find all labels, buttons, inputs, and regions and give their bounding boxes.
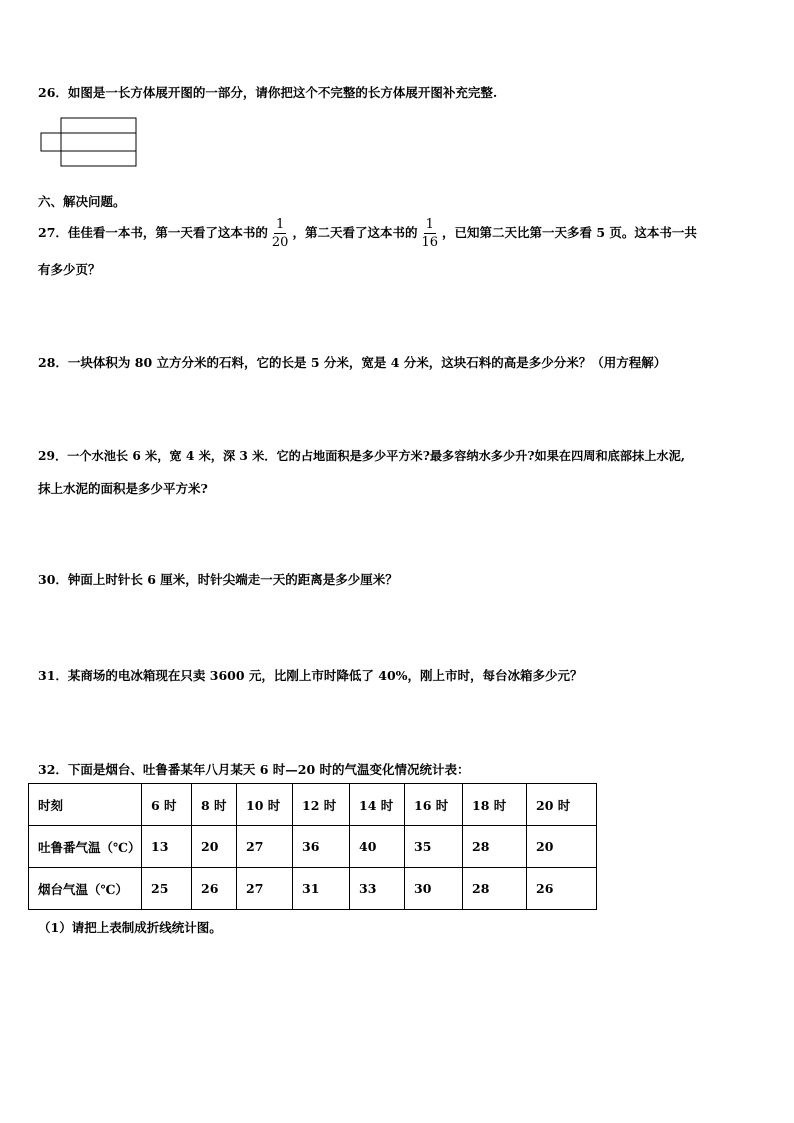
table-cell: 25 (142, 868, 192, 910)
table-cell: 33 (350, 868, 405, 910)
table-cell: 28 (463, 826, 527, 868)
table-cell: 40 (350, 826, 405, 868)
table-cell: 时刻 (29, 784, 142, 826)
table-cell: 26 (192, 868, 237, 910)
table-cell: 20 (527, 826, 597, 868)
question-31: 31．某商场的电冰箱现在只卖 3600 元，比刚上市时降低了 40%，刚上市时，每台冰箱多少元？ (38, 668, 583, 683)
table-cell: 16 时 (405, 784, 463, 826)
table-cell: 18 时 (463, 784, 527, 826)
table-cell: 烟台气温（℃） (29, 868, 142, 910)
table-cell: 8 时 (192, 784, 237, 826)
temperature-table (28, 783, 597, 910)
table-cell: 吐鲁番气温（℃） (29, 826, 142, 868)
table-row-turpan (29, 826, 597, 868)
question-27-line2: 有多少页？ (38, 262, 101, 277)
question-27-part1: 27．佳佳看一本书，第一天看了这本书的 (38, 225, 268, 240)
fraction-1-16 (419, 218, 440, 249)
question-26: 26．如图是一长方体展开图的一部分，请你把这个不完整的长方体展开图补充完整. (38, 85, 498, 100)
table-cell: 36 (293, 826, 350, 868)
table-row-yantai (29, 868, 597, 910)
table-cell: 31 (293, 868, 350, 910)
question-29-line1: 29．一个水池长 6 米，宽 4 米，深 3 米．它的占地面积是多少平方米?最多容纳水多少升?如果在四周和底部抹上水泥, (38, 449, 686, 463)
question-29-line2: 抹上水泥的面积是多少平方米? (38, 481, 208, 496)
table-cell: 12 时 (293, 784, 350, 826)
table-cell: 20 时 (527, 784, 597, 826)
question-27-part3: ，已知第二天比第一天多看 5 页。这本书一共 (442, 225, 697, 240)
cuboid-net-figure (40, 116, 140, 168)
question-27-part2: ，第二天看了这本书的 (292, 225, 418, 240)
table-cell: 30 (405, 868, 463, 910)
fraction-denominator: 20 (271, 235, 289, 250)
section-title: 六、解决问题。 (38, 194, 126, 209)
question-28: 28．一块体积为 80 立方分米的石料，它的长是 5 分米，宽是 4 分米，这块石料的高是多少分米？（用方程解） (38, 355, 667, 370)
table-cell: 27 (237, 826, 293, 868)
question-27-line1 (38, 214, 697, 252)
question-30: 30．钟面上时针长 6 厘米，时针尖端走一天的距离是多少厘米？ (38, 572, 398, 587)
table-cell: 10 时 (237, 784, 293, 826)
fraction-numerator: 1 (276, 217, 285, 232)
table-header-row (29, 784, 597, 826)
table-cell: 35 (405, 826, 463, 868)
table-cell: 26 (527, 868, 597, 910)
table-cell: 14 时 (350, 784, 405, 826)
table-cell: 28 (463, 868, 527, 910)
fraction-numerator: 1 (425, 217, 434, 232)
question-32-intro: 32．下面是烟台、吐鲁番某年八月某天 6 时—20 时的气温变化情况统计表： (38, 762, 470, 777)
table-cell: 27 (237, 868, 293, 910)
table-cell: 13 (142, 826, 192, 868)
fraction-1-20 (270, 218, 291, 249)
question-32-sub1: （1）请把上表制成折线统计图。 (38, 920, 222, 935)
table-cell: 6 时 (142, 784, 192, 826)
table-cell: 20 (192, 826, 237, 868)
fraction-denominator: 16 (421, 235, 439, 250)
